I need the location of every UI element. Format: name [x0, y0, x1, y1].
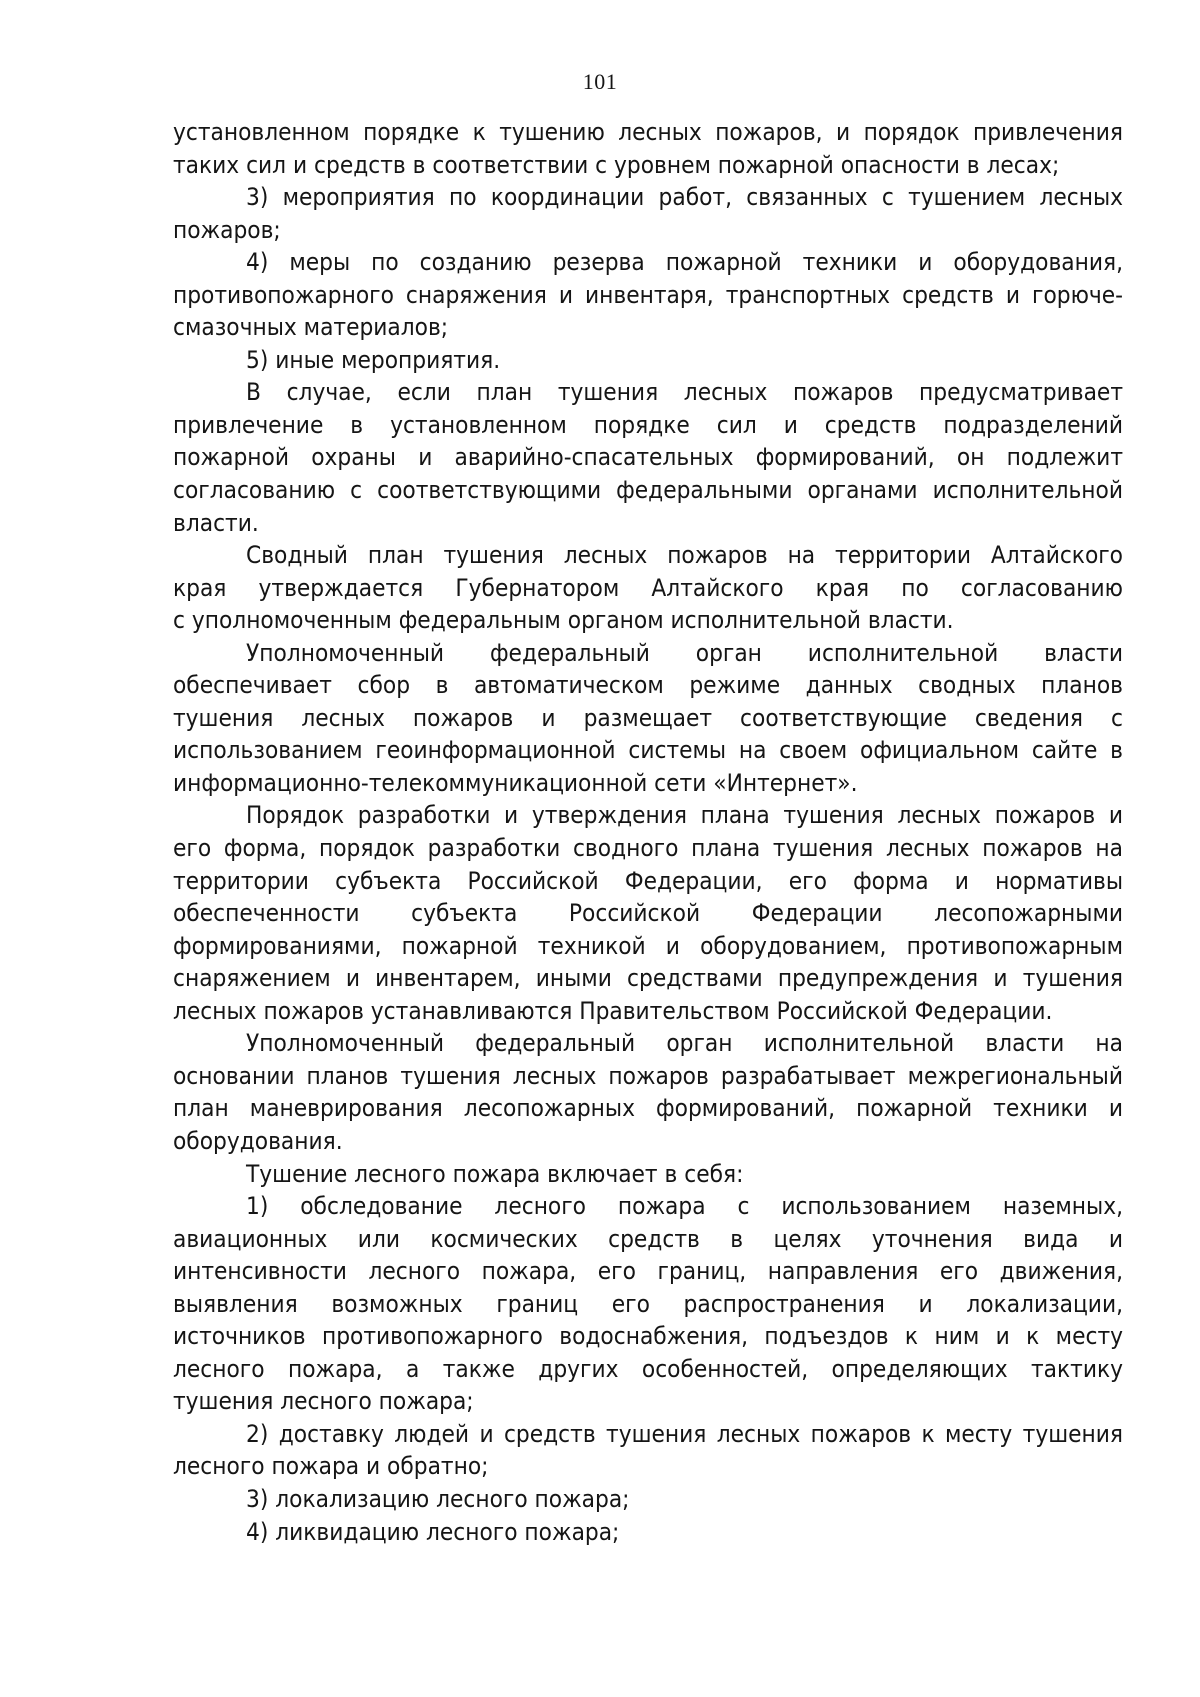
page-number: 101	[582, 69, 618, 94]
text-line: Уполномоченный федеральный орган исполнительной власти на	[246, 1029, 1123, 1058]
text-line: тушения лесных пожаров и размещает соответствующие сведения с	[173, 703, 1123, 732]
text-line: план маневрирования лесопожарных формирований, пожарной техники и	[173, 1094, 1123, 1123]
text-line: Тушение лесного пожара включает в себя:	[246, 1159, 744, 1188]
text-line: его форма, порядок разработки сводного плана тушения лесных пожаров на	[173, 834, 1123, 863]
text-line: лесного пожара, а также других особенностей, определяющих тактику	[173, 1354, 1123, 1383]
text-line: 3) локализацию лесного пожара;	[246, 1484, 630, 1513]
text-line: территории субъекта Российской Федерации, его форма и нормативы	[173, 866, 1123, 895]
text-line: противопожарного снаряжения и инвентаря, транспортных средств и горюче-	[173, 280, 1123, 309]
text-line: формированиями, пожарной техникой и оборудованием, противопожарным	[173, 931, 1123, 960]
text-line: лесных пожаров устанавливаются Правительством Российской Федерации.	[173, 996, 1053, 1025]
text-line: Сводный план тушения лесных пожаров на территории Алтайского	[246, 541, 1123, 570]
text-line: привлечение в установленном порядке сил и средств подразделений	[173, 410, 1123, 439]
text-line: 3) мероприятия по координации работ, связанных с тушением лесных	[246, 183, 1123, 212]
text-line: авиационных или космических средств в целях уточнения вида и	[173, 1224, 1123, 1253]
text-line: основании планов тушения лесных пожаров разрабатывает межрегиональный	[173, 1061, 1123, 1090]
text-line: обеспечивает сбор в автоматическом режиме данных сводных планов	[173, 671, 1123, 700]
text-line: снаряжением и инвентарем, иными средствами предупреждения и тушения	[173, 964, 1123, 993]
text-line: 4) меры по созданию резерва пожарной техники и оборудования,	[246, 248, 1123, 277]
text-line: согласованию с соответствующими федеральными органами исполнительной	[173, 476, 1123, 505]
text-line: пожарной охраны и аварийно-спасательных формирований, он подлежит	[173, 443, 1123, 472]
text-line: тушения лесного пожара;	[173, 1387, 474, 1416]
text-line: источников противопожарного водоснабжения, подъездов к ним и к месту	[173, 1322, 1123, 1351]
document-body	[173, 116, 1123, 1548]
text-line: Порядок разработки и утверждения плана тушения лесных пожаров и	[246, 801, 1123, 830]
text-line: установленном порядке к тушению лесных пожаров, и порядок привлечения	[173, 118, 1123, 146]
text-line: информационно-телекоммуникационной сети «Интернет».	[173, 768, 858, 797]
text-line: 5) иные мероприятия.	[246, 345, 501, 374]
text-line: обеспеченности субъекта Российской Федерации лесопожарными	[173, 899, 1123, 928]
text-line: с уполномоченным федеральным органом исполнительной власти.	[173, 606, 954, 635]
text-line: интенсивности лесного пожара, его границ, направления его движения,	[173, 1257, 1123, 1286]
text-line: таких сил и средств в соответствии с уровнем пожарной опасности в лесах;	[173, 150, 1060, 179]
text-line: края утверждается Губернатором Алтайского края по согласованию	[173, 573, 1123, 602]
text-line: 4) ликвидацию лесного пожара;	[246, 1517, 620, 1546]
text-line: оборудования.	[173, 1126, 343, 1155]
text-line: власти.	[173, 508, 259, 537]
text-line: пожаров;	[173, 215, 281, 244]
text-line: выявления возможных границ его распространения и локализации,	[173, 1289, 1123, 1318]
text-line: смазочных материалов;	[173, 313, 449, 342]
text-line: 2) доставку людей и средств тушения лесных пожаров к месту тушения	[246, 1419, 1123, 1448]
text-line: В случае, если план тушения лесных пожаров предусматривает	[246, 378, 1123, 407]
text-line: 1) обследование лесного пожара с использованием наземных,	[246, 1192, 1123, 1221]
text-line: использованием геоинформационной системы на своем официальном сайте в	[173, 736, 1123, 765]
text-line: Уполномоченный федеральный орган исполнительной власти	[246, 638, 1123, 667]
text-line: лесного пожара и обратно;	[173, 1452, 489, 1481]
